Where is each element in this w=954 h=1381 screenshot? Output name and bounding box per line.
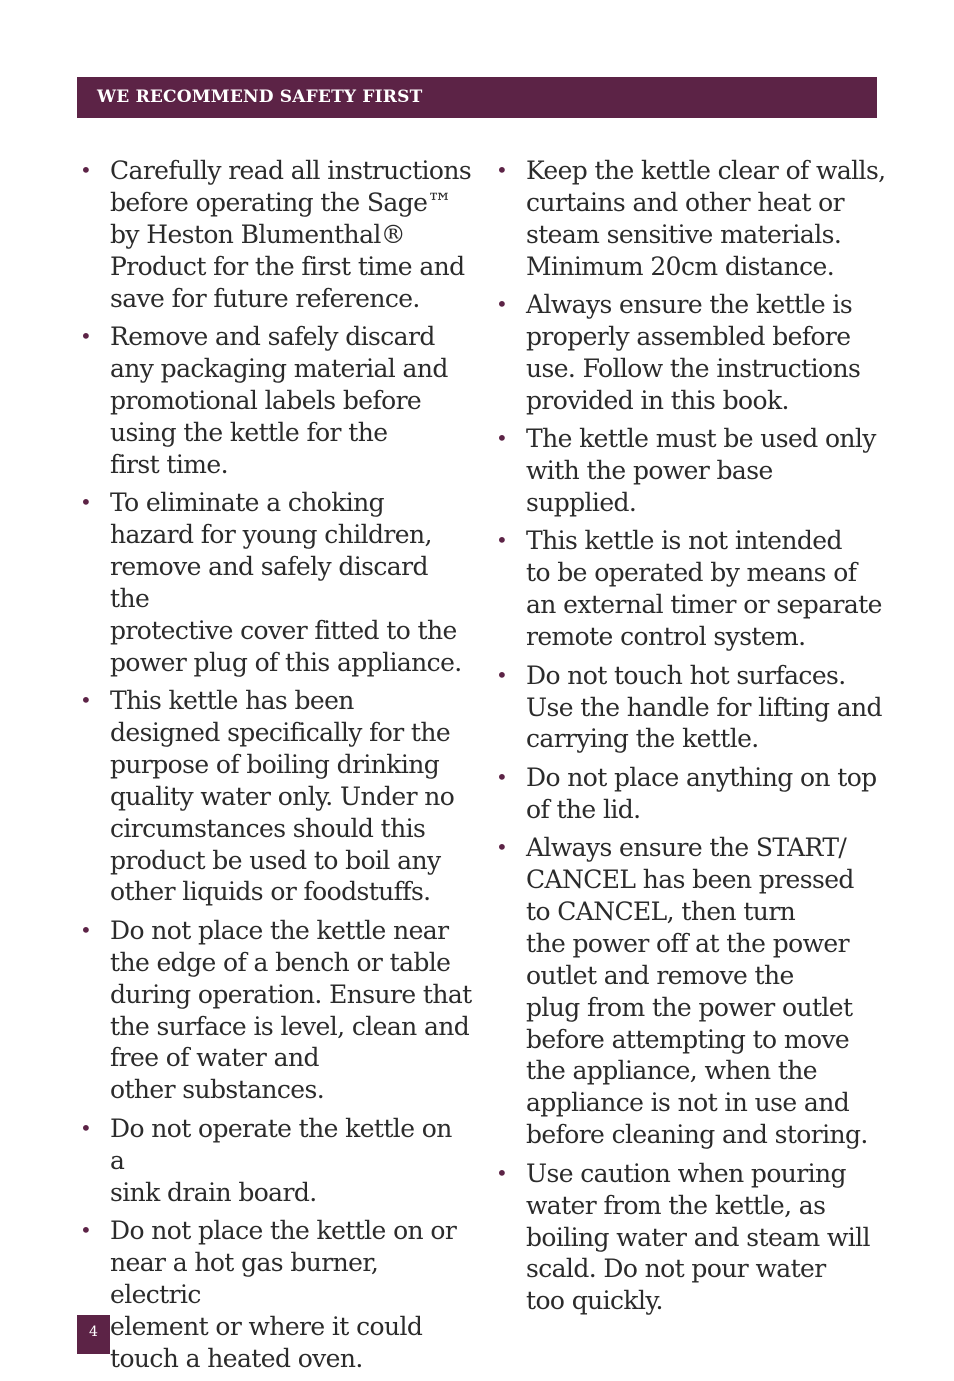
section-header-bar bbox=[77, 77, 877, 118]
list-item bbox=[77, 321, 472, 481]
list-item-text: Keep the kettle clear of walls, curtains and other heat or steam sensitive materials. Minimum 20cm distance. bbox=[526, 156, 886, 281]
list-item bbox=[493, 423, 888, 519]
bullet-icon: • bbox=[496, 662, 508, 687]
list-item-text: This kettle is not intended to be operated by means of an external timer or separate remote control system. bbox=[526, 526, 882, 652]
list-item bbox=[493, 155, 888, 283]
bullet-icon: • bbox=[80, 324, 92, 349]
bullet-icon: • bbox=[496, 158, 508, 182]
bullet-icon: • bbox=[80, 158, 92, 182]
list-item-text: The kettle must be used only with the power base supplied. bbox=[526, 424, 876, 518]
bullet-icon: • bbox=[496, 292, 508, 317]
bullet-icon: • bbox=[80, 1115, 92, 1140]
list-item-text: Do not place the kettle on or near a hot gas burner, electric element or where it could touch a heated oven. bbox=[110, 1216, 457, 1373]
list-item bbox=[493, 525, 888, 653]
list-item bbox=[77, 915, 472, 1106]
list-item bbox=[493, 289, 888, 417]
bullet-icon: • bbox=[496, 764, 508, 789]
page-number-badge bbox=[77, 1315, 110, 1354]
list-item bbox=[77, 155, 472, 315]
list-item-text: Do not touch hot surfaces. Use the handle for lifting and carrying the kettle. bbox=[526, 660, 882, 754]
list-item-text: Carefully read all instructions before operating the Sage™ by Heston Blumenthal® Product for the first time and save for future reference. bbox=[110, 156, 472, 313]
list-item bbox=[77, 487, 472, 678]
bullet-icon: • bbox=[496, 426, 508, 451]
list-item-text: Always ensure the START/ CANCEL has been pressed to CANCEL, then turn the power off at the power outlet and remove the plug from the power outlet before attempting to move the appliance, when the appliance is not in use and before cleaning and storing. bbox=[526, 833, 868, 1150]
list-item-text: Always ensure the kettle is properly assembled before use. Follow the instructions provided in this book. bbox=[526, 290, 861, 415]
bullet-icon: • bbox=[496, 528, 508, 553]
list-item-text: Do not place anything on top of the lid. bbox=[526, 762, 877, 824]
list-item-text: Remove and safely discard any packaging material and promotional labels before using the kettle for the first time. bbox=[110, 322, 448, 479]
list-item bbox=[493, 660, 888, 756]
list-item-text: This kettle has been designed specifically for the purpose of boiling drinking quality water only. Under no circumstances should this product be used to boil any other liquids or foodstuffs. bbox=[110, 686, 455, 907]
page-number: 4 bbox=[89, 1324, 98, 1340]
bullet-icon: • bbox=[80, 917, 92, 942]
right-column-list bbox=[493, 155, 888, 1324]
list-item bbox=[77, 1113, 472, 1209]
list-item bbox=[493, 1158, 888, 1318]
list-item bbox=[493, 762, 888, 826]
bullet-icon: • bbox=[80, 490, 92, 515]
list-item-text: Do not place the kettle near the edge of a bench or table during operation. Ensure that the surface is level, clean and free of water and other substances. bbox=[110, 915, 472, 1105]
list-item bbox=[77, 685, 472, 908]
section-title: WE RECOMMEND SAFETY FIRST bbox=[97, 87, 423, 107]
bullet-icon: • bbox=[496, 1160, 508, 1185]
list-item-text: Do not operate the kettle on a sink drain board. bbox=[110, 1113, 452, 1207]
bullet-icon: • bbox=[496, 835, 508, 860]
list-item bbox=[77, 1215, 472, 1375]
list-item-text: Use caution when pouring water from the kettle, as boiling water and steam will scald. Do not pour water too quickly. bbox=[526, 1158, 870, 1316]
list-item bbox=[493, 832, 888, 1151]
list-item-text: To eliminate a choking hazard for young children, remove and safely discard the protective cover fitted to the power plug of this appliance. bbox=[110, 488, 462, 677]
left-column-list bbox=[77, 155, 472, 1381]
bullet-icon: • bbox=[80, 1218, 92, 1242]
bullet-icon: • bbox=[80, 688, 92, 712]
